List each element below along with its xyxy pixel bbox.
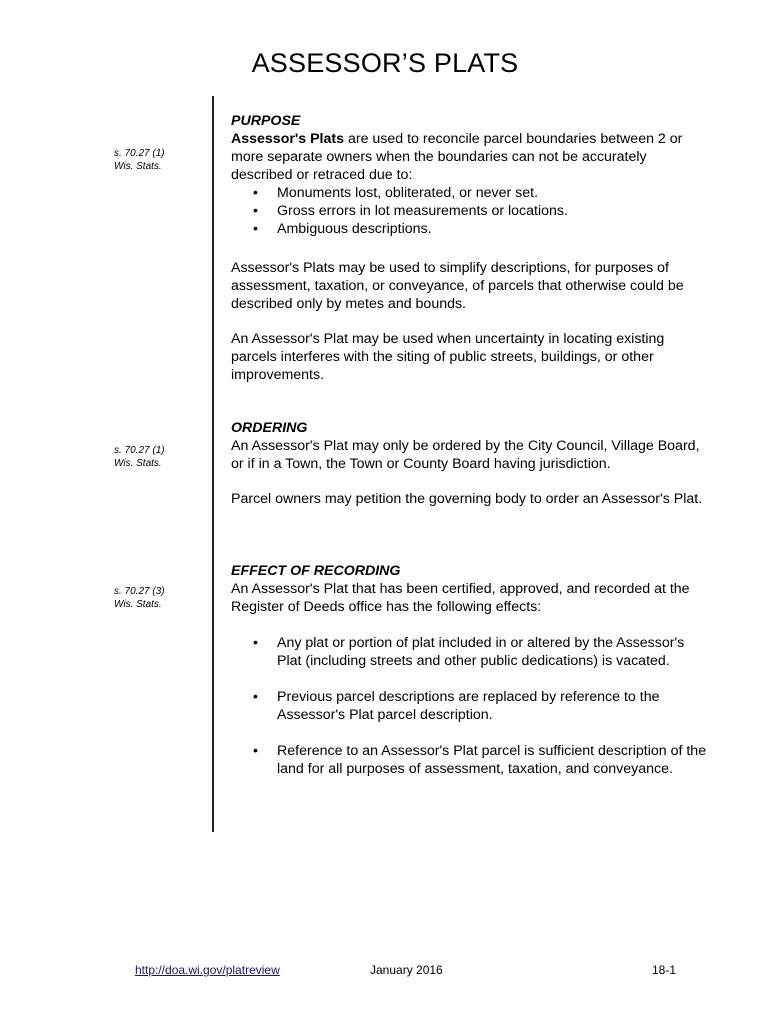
citation-source: Wis. Stats. [114, 598, 162, 610]
margin-citation-effect [114, 586, 165, 611]
section-heading-purpose: PURPOSE [231, 113, 301, 129]
list-item [231, 634, 711, 670]
effect-paragraph-1: An Assessor's Plat that has been certified, approved, and recorded at the Register of Deeds office has the following effects: [231, 581, 690, 615]
section-heading-effect-of-recording: EFFECT OF RECORDING [231, 563, 401, 579]
list-item-text: Ambiguous descriptions. [277, 221, 432, 237]
list-item-text: Monuments lost, obliterated, or never set. [277, 185, 539, 201]
purpose-bullet-list [231, 184, 711, 238]
margin-citation-purpose [114, 148, 165, 173]
bullet-icon: • [253, 203, 258, 219]
list-item [231, 184, 711, 202]
list-item [231, 742, 711, 778]
list-item-text: Any plat or portion of plat included in or altered by the Assessor's Plat (including streets and other public dedications) is vacated. [277, 635, 685, 669]
page-title: ASSESSOR’S PLATS [251, 48, 519, 78]
list-item [231, 202, 711, 220]
bullet-icon: • [253, 689, 258, 705]
list-item-text: Gross errors in lot measurements or locations. [277, 203, 568, 219]
ordering-paragraph-2: Parcel owners may petition the governing body to order an Assessor's Plat. [231, 491, 703, 507]
effect-section [231, 634, 711, 796]
citation-statute: s. 70.27 (3) [114, 586, 165, 597]
citation-source: Wis. Stats. [114, 160, 162, 172]
list-item-text: Previous parcel descriptions are replaced by reference to the Assessor's Plat parcel description. [277, 689, 660, 723]
ordering-paragraph-1: An Assessor's Plat may only be ordered by the City Council, Village Board, or if in a Town, the Town or County Board having jurisdiction. [231, 438, 700, 472]
citation-statute: s. 70.27 (1) [114, 148, 165, 159]
citation-source: Wis. Stats. [114, 457, 162, 469]
bullet-icon: • [253, 635, 258, 651]
footer-page-number: 18-1 [652, 963, 677, 977]
bullet-icon: • [253, 185, 258, 201]
list-item [231, 220, 711, 238]
citation-statute: s. 70.27 (1) [114, 445, 165, 456]
bullet-icon: • [253, 743, 258, 759]
purpose-paragraph-3: An Assessor's Plat may be used when uncertainty in locating existing parcels interferes with the siting of public streets, buildings, or other improvements. [231, 331, 665, 383]
list-item-text: Reference to an Assessor's Plat parcel is sufficient description of the land for all purposes of assessment, taxation, and conveyance. [277, 743, 707, 777]
purpose-intro [231, 130, 711, 184]
footer-website-link[interactable]: http://doa.wi.gov/platreview [135, 963, 280, 977]
intro-bold-term: Assessor's Plats [231, 131, 345, 147]
section-heading-ordering: ORDERING [231, 420, 308, 436]
list-item [231, 688, 711, 724]
bullet-icon: • [253, 221, 258, 237]
margin-citation-ordering [114, 445, 165, 470]
effect-bullet-list [231, 634, 711, 778]
footer-date: January 2016 [370, 963, 443, 977]
margin-divider [212, 96, 214, 832]
intro-text: are used to reconcile parcel boundaries between 2 or more separate owners when the boundaries can not be accurately described or retraced due to: [231, 131, 683, 183]
purpose-paragraph-2: Assessor's Plats may be used to simplify descriptions, for purposes of assessment, taxation, or conveyance, of parcels that otherwise could be described only by metes and bounds. [231, 260, 684, 312]
purpose-section [231, 130, 711, 238]
